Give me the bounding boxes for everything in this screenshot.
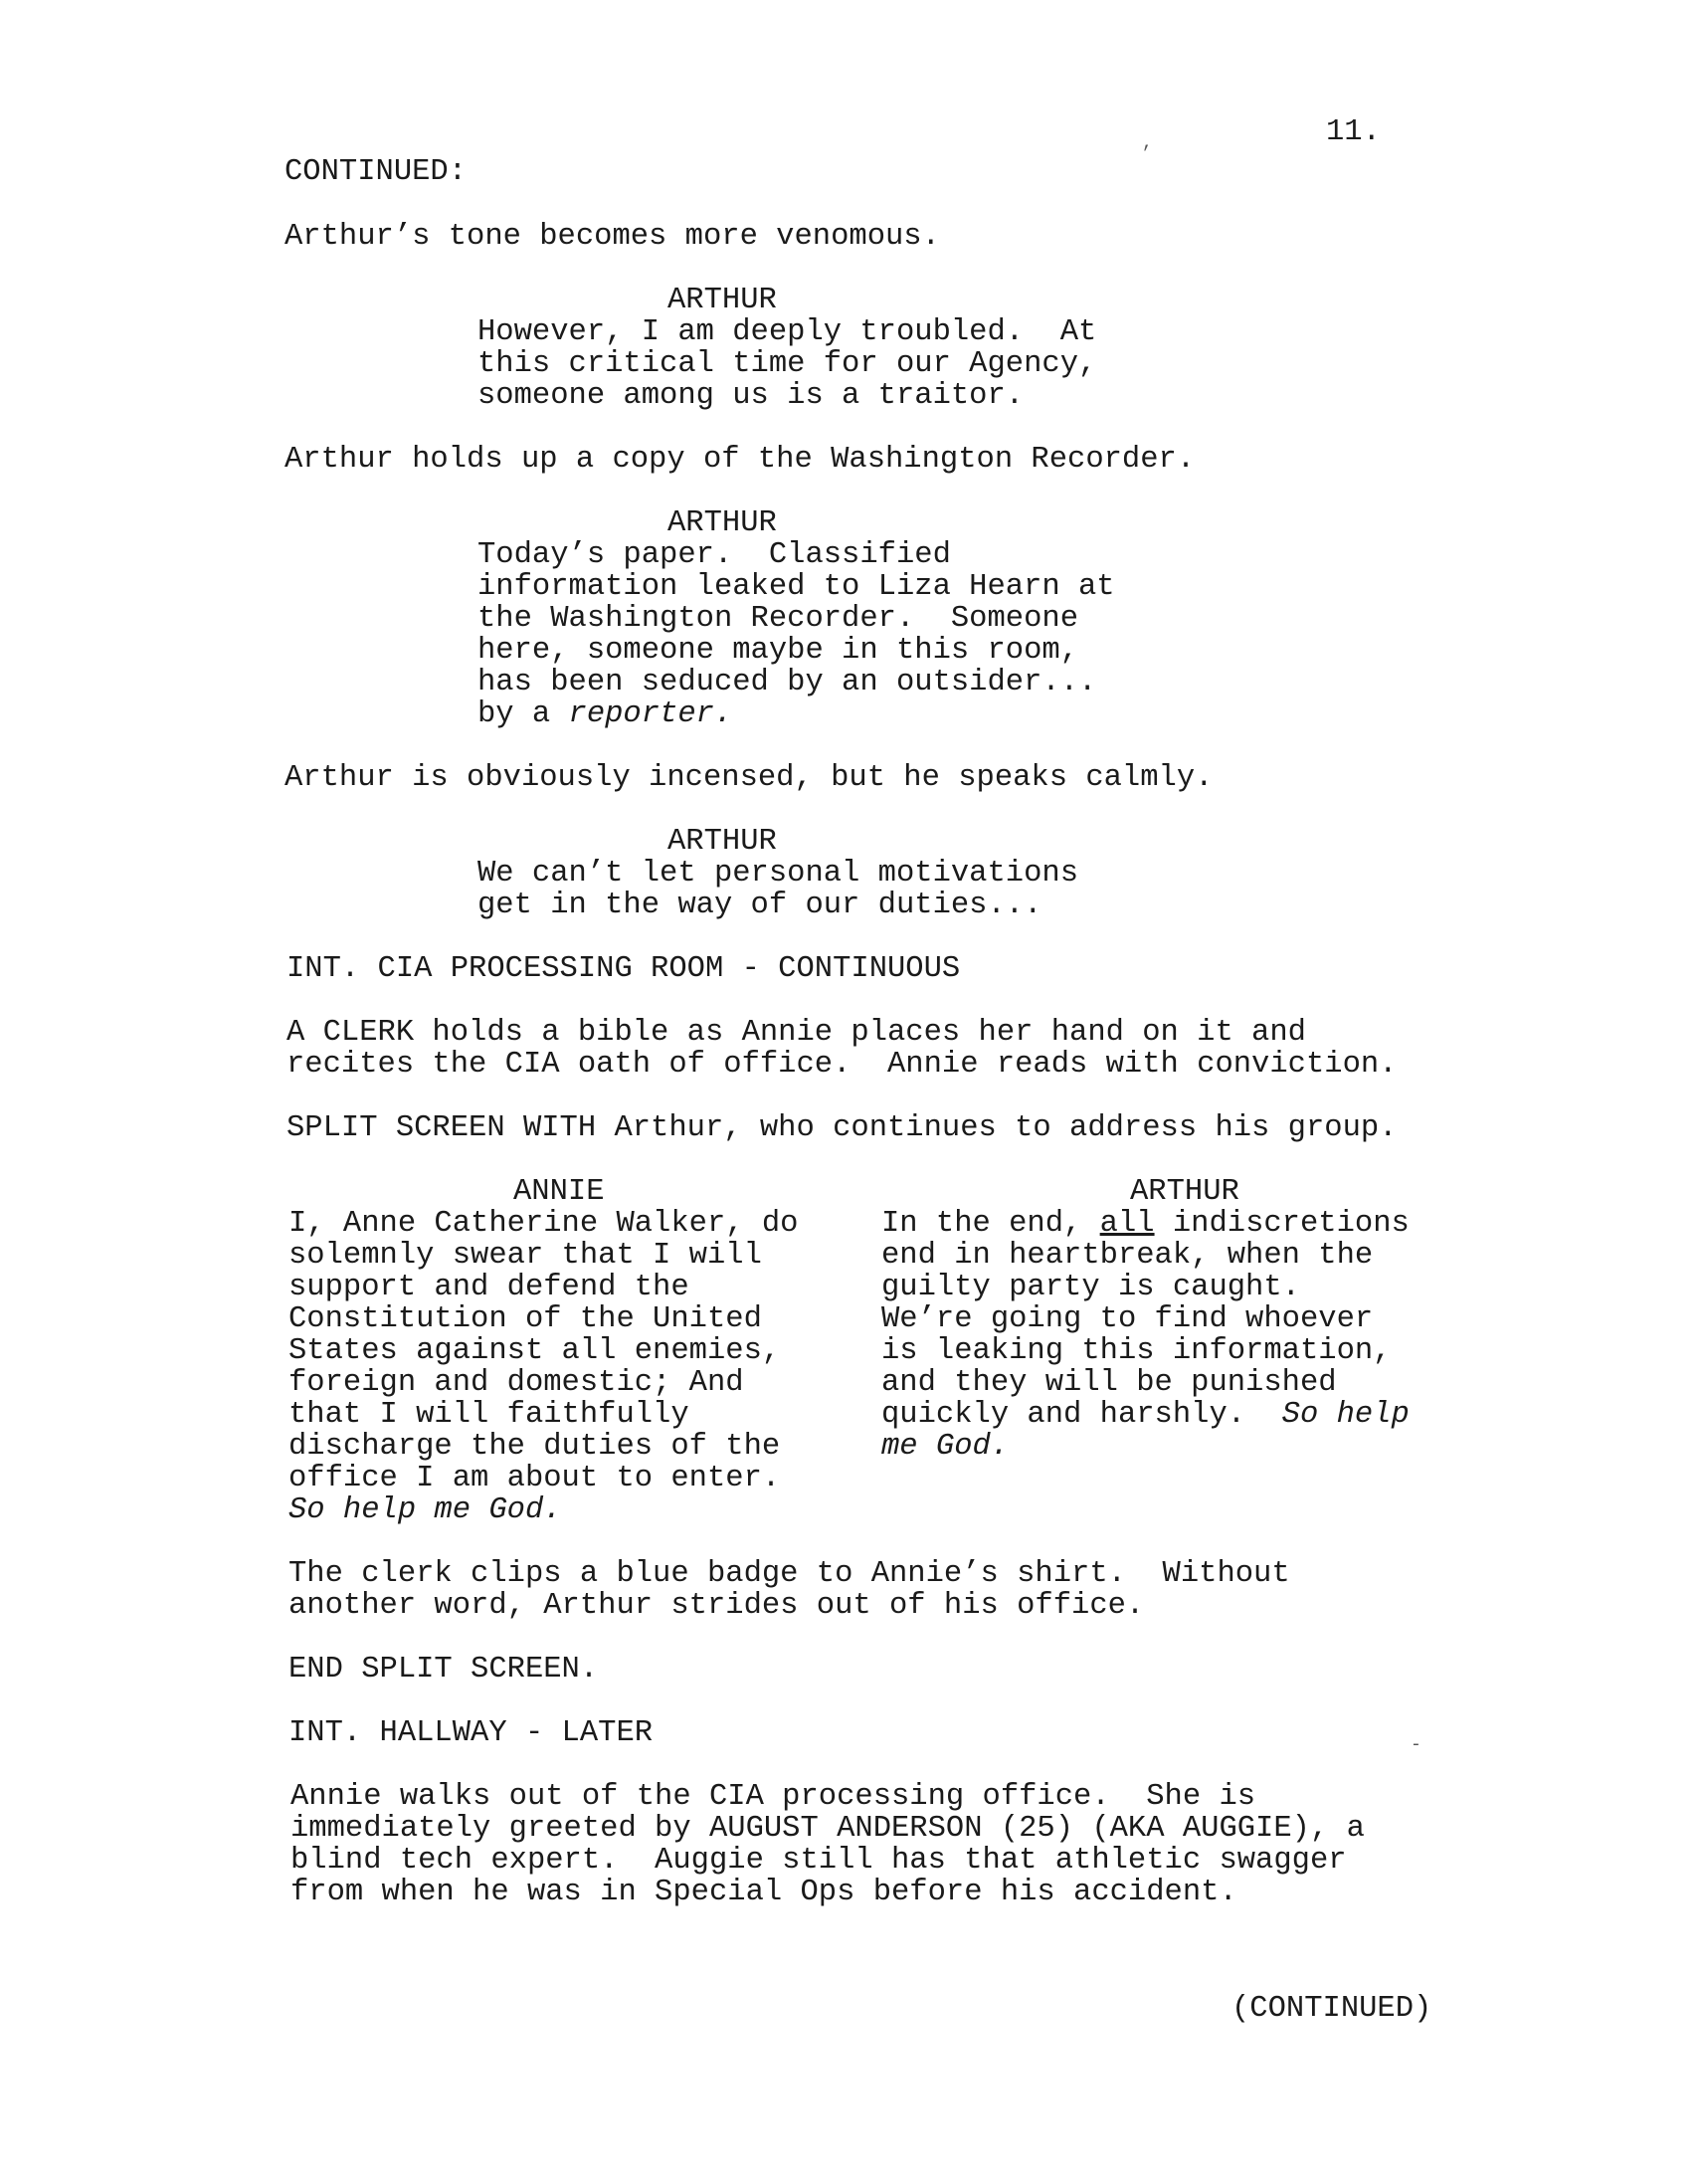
dialogue-line bbox=[881, 1208, 1410, 1240]
dialogue-line: this critical time for our Agency, bbox=[477, 347, 1097, 381]
emphasis-text: So help me God. bbox=[288, 1493, 562, 1527]
action-line: A CLERK holds a bible as Annie places her hand on it and bbox=[286, 1016, 1306, 1050]
character-cue: ARTHUR bbox=[667, 506, 777, 540]
underlined-text: all bbox=[1099, 1207, 1155, 1241]
dialogue-line bbox=[881, 1431, 1410, 1463]
dialogue-line: However, I am deeply troubled. At bbox=[477, 315, 1097, 349]
action-line: Arthur holds up a copy of the Washington Recorder. bbox=[284, 443, 1196, 477]
dialogue-line: discharge the duties of the bbox=[288, 1430, 781, 1464]
emphasis-text: So help bbox=[1281, 1398, 1410, 1432]
dialogue-line bbox=[881, 1399, 1410, 1431]
dialogue-line: Constitution of the United bbox=[288, 1302, 762, 1336]
dialogue-line: Today’s paper. Classified bbox=[477, 538, 951, 572]
dialogue-line: solemnly swear that I will bbox=[288, 1239, 762, 1273]
action-block bbox=[290, 1781, 1365, 1908]
dialogue-text: indiscretions bbox=[1154, 1207, 1410, 1241]
dialogue-line: and they will be punished bbox=[881, 1366, 1337, 1400]
dialogue-line: We’re going to find whoever bbox=[881, 1302, 1374, 1336]
scene-heading: INT. HALLWAY - LATER bbox=[288, 1716, 654, 1750]
action-line: from when he was in Special Ops before his accident. bbox=[290, 1876, 1237, 1909]
transition-line: END SPLIT SCREEN. bbox=[288, 1653, 599, 1687]
dialogue-line bbox=[477, 698, 1115, 730]
dialogue-line: get in the way of our duties... bbox=[477, 889, 1042, 922]
stray-mark: , bbox=[1142, 133, 1153, 153]
dialogue-line: We can’t let personal motivations bbox=[477, 857, 1078, 891]
dialogue-line: guilty party is caught. bbox=[881, 1271, 1300, 1304]
character-cue: ARTHUR bbox=[667, 825, 777, 859]
dialogue-line: the Washington Recorder. Someone bbox=[477, 602, 1078, 636]
continued-header: CONTINUED: bbox=[284, 155, 468, 189]
dialogue-line: end in heartbreak, when the bbox=[881, 1239, 1374, 1273]
dual-dialogue-left bbox=[288, 1208, 798, 1526]
action-block bbox=[286, 1017, 1397, 1081]
scene-heading: INT. CIA PROCESSING ROOM - CONTINUOUS bbox=[286, 952, 961, 986]
stray-mark: - bbox=[1411, 1735, 1421, 1755]
dialogue-line: is leaking this information, bbox=[881, 1334, 1392, 1368]
dialogue-text: by a bbox=[477, 697, 569, 731]
dialogue-block bbox=[477, 858, 1078, 921]
action-block bbox=[288, 1558, 1290, 1622]
page-number: 11. bbox=[1326, 115, 1381, 149]
action-line: immediately greeted by AUGUST ANDERSON (25) (AKA AUGGIE), a bbox=[290, 1812, 1365, 1846]
action-line: Annie walks out of the CIA processing office. She is bbox=[290, 1780, 1256, 1814]
action-line: Arthur’s tone becomes more venomous. bbox=[284, 220, 940, 254]
character-cue-annie: ANNIE bbox=[513, 1175, 605, 1209]
dialogue-block bbox=[477, 539, 1115, 730]
dialogue-line: support and defend the bbox=[288, 1271, 689, 1304]
dialogue-line: here, someone maybe in this room, bbox=[477, 634, 1078, 668]
dialogue-line bbox=[288, 1494, 798, 1526]
action-line: The clerk clips a blue badge to Annie’s shirt. Without bbox=[288, 1557, 1290, 1591]
action-line: SPLIT SCREEN WITH Arthur, who continues to address his group. bbox=[286, 1111, 1398, 1145]
dialogue-line: information leaked to Liza Hearn at bbox=[477, 570, 1115, 604]
emphasis-text: reporter. bbox=[568, 697, 733, 731]
dialogue-line: that I will faithfully bbox=[288, 1398, 689, 1432]
character-cue-arthur: ARTHUR bbox=[1130, 1175, 1239, 1209]
dialogue-block bbox=[477, 316, 1096, 412]
dialogue-line: States against all enemies, bbox=[288, 1334, 781, 1368]
character-cue: ARTHUR bbox=[667, 284, 777, 317]
emphasis-text: me God. bbox=[881, 1430, 1010, 1464]
dialogue-line: office I am about to enter. bbox=[288, 1462, 781, 1495]
dialogue-text: In the end, bbox=[881, 1207, 1100, 1241]
continued-footer: (CONTINUED) bbox=[1231, 1992, 1432, 2026]
action-line: another word, Arthur strides out of his office. bbox=[288, 1589, 1145, 1623]
dialogue-line: has been seduced by an outsider... bbox=[477, 666, 1097, 699]
dialogue-line: someone among us is a traitor. bbox=[477, 379, 1025, 413]
dialogue-line: I, Anne Catherine Walker, do bbox=[288, 1207, 799, 1241]
dual-dialogue-right bbox=[881, 1208, 1410, 1463]
action-line: recites the CIA oath of office. Annie reads with conviction. bbox=[286, 1048, 1398, 1082]
action-line: Arthur is obviously incensed, but he speaks calmly. bbox=[284, 761, 1214, 795]
action-line: blind tech expert. Auggie still has that athletic swagger bbox=[290, 1844, 1347, 1878]
dialogue-line: foreign and domestic; And bbox=[288, 1366, 744, 1400]
dialogue-text: quickly and harshly. bbox=[881, 1398, 1282, 1432]
